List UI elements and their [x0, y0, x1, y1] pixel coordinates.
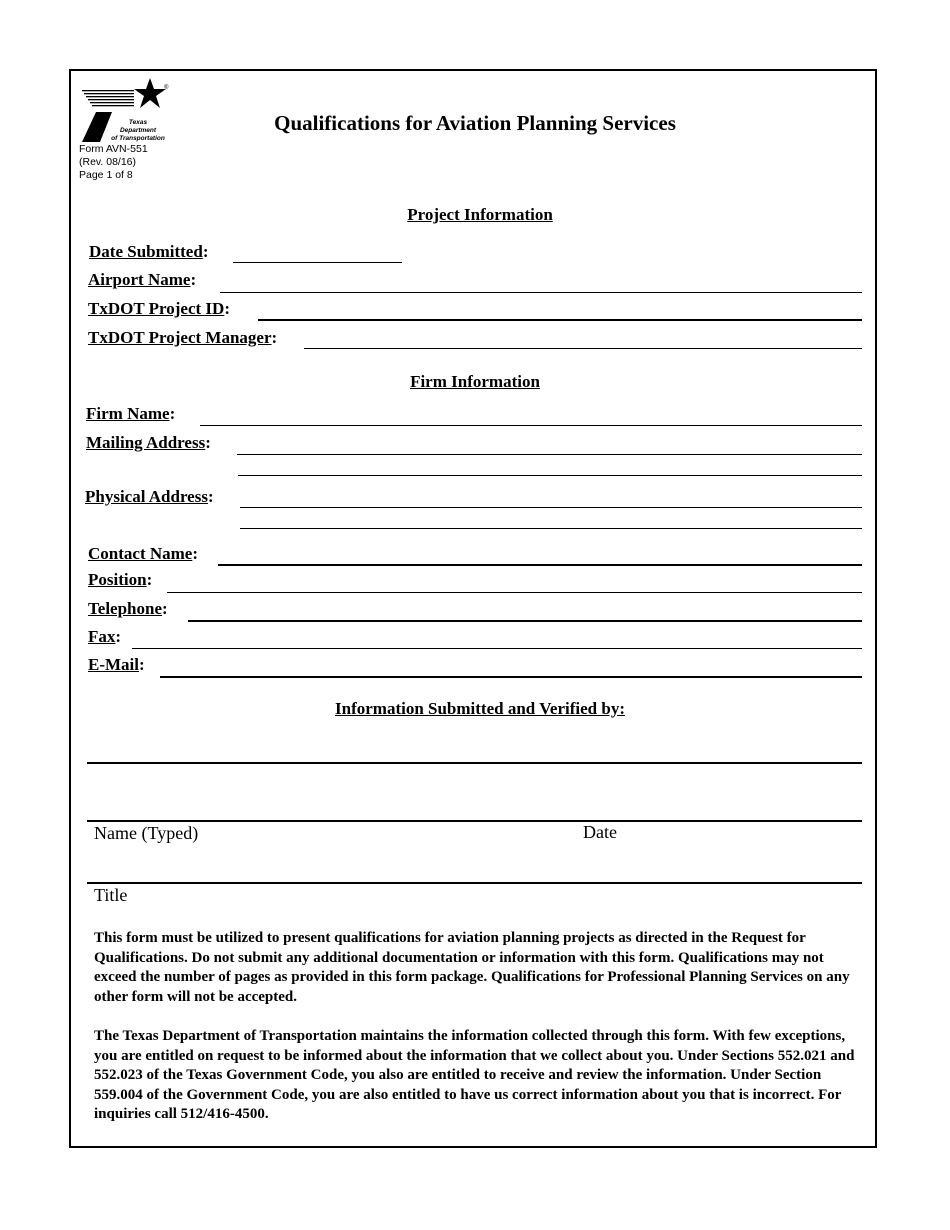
- firm-name-field[interactable]: [200, 425, 862, 426]
- firm-information-heading: Firm Information: [410, 372, 540, 391]
- telephone-label: Telephone:: [88, 599, 168, 618]
- date-label: Date: [583, 822, 617, 842]
- airport-name-label: Airport Name:: [88, 270, 197, 289]
- project-id-label: TxDOT Project ID:: [88, 299, 230, 318]
- mailing-address-label: Mailing Address:: [86, 433, 211, 452]
- name-typed-label: Name (Typed): [94, 823, 199, 843]
- project-manager-label: TxDOT Project Manager:: [88, 328, 278, 347]
- name-date-line[interactable]: [87, 820, 862, 822]
- mailing-address-field-line-2[interactable]: [238, 475, 862, 476]
- telephone-field[interactable]: [188, 620, 862, 622]
- position-field[interactable]: [167, 592, 862, 593]
- project-information-heading: Project Information: [407, 205, 553, 224]
- position-label: Position:: [88, 570, 153, 589]
- contact-name-field[interactable]: [218, 564, 862, 566]
- form-number: Form AVN-551: [79, 143, 148, 155]
- logo-text-line-1: Texas: [128, 119, 148, 126]
- email-label: E-Mail:: [88, 655, 145, 674]
- logo-text-line-2: Department: [119, 127, 157, 134]
- project-id-field[interactable]: [258, 319, 862, 321]
- title-line[interactable]: [87, 882, 862, 884]
- svg-text:®: ®: [164, 85, 169, 91]
- verification-heading: Information Submitted and Verified by:: [335, 699, 625, 718]
- logo-text-line-3: of Transportation: [111, 135, 165, 142]
- form-meta: [79, 143, 148, 182]
- title-label: Title: [94, 885, 128, 905]
- privacy-paragraph: The Texas Department of Transportation maintains the information collected through this form. With few exceptions, you are entitled on request to be informed about the information that we collect about you. Under Sections 552.021 and 552.023 of the Texas Government Code, you also are entitled to receive and review the information. Under Section 559.004 of the Government Code, you are also entitled to have us correct information about you that is incorrect. For inquiries call 512/416-4500.: [94, 1028, 855, 1122]
- mailing-address-field-line-1[interactable]: [237, 454, 862, 455]
- form-revision: (Rev. 08/16): [79, 156, 136, 168]
- instructions-paragraph: This form must be utilized to present qualifications for aviation planning projects as directed in the Request for Qualifications. Do not submit any additional documentation or information with this form. Qualifications may not exceed the number of pages as provided in this form package. Qualifications for Professional Planning Services on any other form will not be accepted.: [94, 930, 850, 1005]
- page-title: Qualifications for Aviation Planning Services: [274, 111, 676, 135]
- project-manager-field[interactable]: [304, 348, 862, 349]
- email-field[interactable]: [160, 676, 862, 678]
- date-submitted-label: Date Submitted:: [89, 242, 209, 261]
- contact-name-label: Contact Name:: [88, 544, 199, 563]
- physical-address-label: Physical Address:: [85, 487, 214, 506]
- signature-line[interactable]: [87, 762, 862, 764]
- txdot-logo: [80, 78, 172, 144]
- physical-address-field-line-2[interactable]: [240, 528, 862, 529]
- physical-address-field-line-1[interactable]: [240, 507, 862, 508]
- airport-name-field[interactable]: [220, 292, 862, 293]
- page-number: Page 1 of 8: [79, 169, 133, 181]
- date-submitted-field[interactable]: [233, 262, 402, 263]
- firm-name-label: Firm Name:: [86, 404, 176, 423]
- fax-label: Fax:: [88, 627, 122, 646]
- fax-field[interactable]: [132, 648, 862, 649]
